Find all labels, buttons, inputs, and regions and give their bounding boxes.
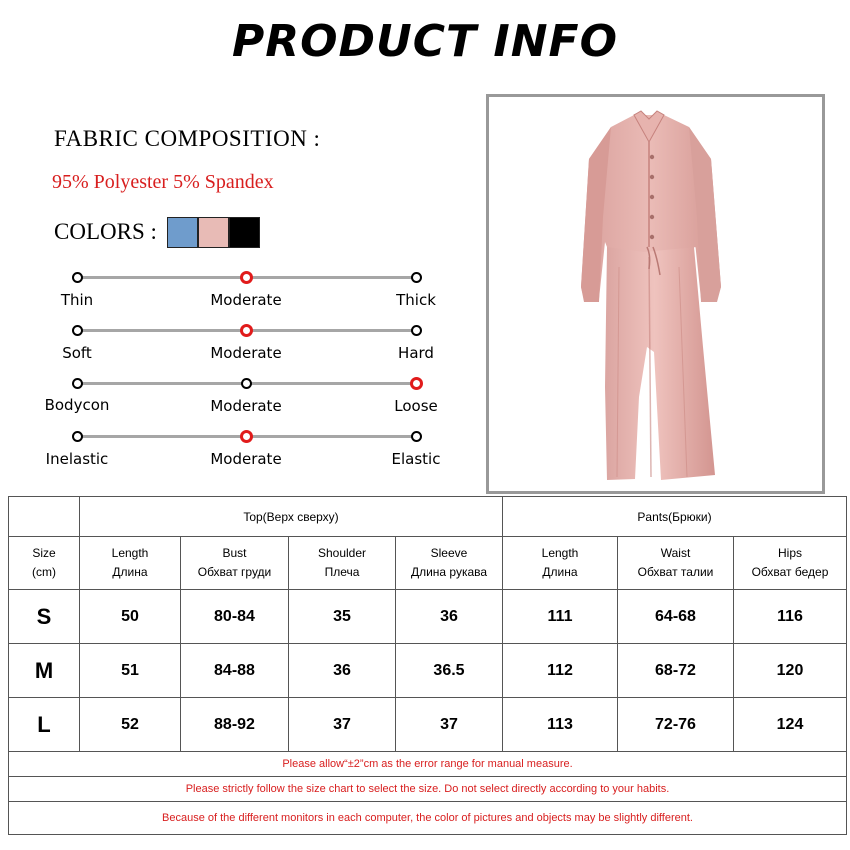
thickness-scale	[0, 276, 480, 326]
colors-label: COLORS :	[54, 219, 157, 244]
table-cell: 50	[80, 590, 181, 644]
measurement-error-note: Please allow“±2”cm as the error range for manual measure.	[9, 752, 847, 777]
scale-label-right: Loose	[394, 397, 438, 415]
table-cell: 51	[80, 644, 181, 698]
column-header-waist: Waist Обхват талии	[618, 537, 734, 590]
table-column-header-row	[9, 537, 847, 590]
scale-dot-right	[411, 325, 422, 336]
table-cell: 37	[289, 698, 396, 752]
scale-dot-middle	[240, 271, 253, 284]
size-cell: M	[9, 644, 80, 698]
color-swatch-blue[interactable]	[167, 217, 198, 248]
size-chart-note: Please strictly follow the size chart to select the size. Do not select directly according to your habits.	[9, 777, 847, 802]
table-cell: 113	[503, 698, 618, 752]
scale-label-middle: Moderate	[210, 450, 282, 468]
scale-label-right: Elastic	[391, 450, 441, 468]
scale-label-middle: Moderate	[210, 397, 282, 415]
fit-scale	[0, 382, 480, 432]
scale-label-right: Hard	[398, 344, 434, 362]
column-header-shoulder: Shoulder Плеча	[289, 537, 396, 590]
scale-dot-right	[410, 377, 423, 390]
table-group-header-row	[9, 497, 847, 537]
product-photo	[486, 94, 825, 494]
scale-dot-left	[72, 325, 83, 336]
note-row	[9, 777, 847, 802]
scale-dot-middle	[240, 430, 253, 443]
table-cell: 116	[734, 590, 847, 644]
column-header-hips: Hips Обхват бедер	[734, 537, 847, 590]
color-swatch-pink[interactable]	[198, 217, 229, 248]
table-cell: 120	[734, 644, 847, 698]
table-cell: 36	[289, 644, 396, 698]
fabric-composition-value: 95% Polyester 5% Spandex	[52, 171, 274, 193]
table-cell: 35	[289, 590, 396, 644]
pants-group-header: Pants(Брюки)	[503, 497, 847, 537]
size-column-header: Size (cm)	[9, 537, 80, 590]
table-cell: 112	[503, 644, 618, 698]
pajama-set-illustration	[489, 97, 822, 491]
table-cell: 80-84	[181, 590, 289, 644]
scale-label-left: Thin	[60, 291, 94, 309]
size-cell: S	[9, 590, 80, 644]
table-cell: 52	[80, 698, 181, 752]
fabric-composition-label: FABRIC COMPOSITION :	[54, 126, 321, 151]
note-row	[9, 752, 847, 777]
table-row	[9, 644, 847, 698]
softness-scale	[0, 329, 480, 379]
table-row	[9, 698, 847, 752]
size-cell: L	[9, 698, 80, 752]
column-header-bust: Bust Обхват груди	[181, 537, 289, 590]
color-swatches	[167, 217, 260, 248]
column-header-pants-length: Length Длина	[503, 537, 618, 590]
scale-dot-middle	[240, 324, 253, 337]
note-row	[9, 802, 847, 835]
table-cell: 88-92	[181, 698, 289, 752]
table-cell: 72-76	[618, 698, 734, 752]
table-cell: 84-88	[181, 644, 289, 698]
scale-label-left: Bodycon	[44, 396, 110, 414]
table-cell: 124	[734, 698, 847, 752]
table-cell: 111	[503, 590, 618, 644]
table-cell: 36.5	[396, 644, 503, 698]
elasticity-scale	[0, 435, 480, 485]
scale-label-middle: Moderate	[210, 291, 282, 309]
top-group-header: Top(Верх сверху)	[80, 497, 503, 537]
column-header-top-length: Length Длина	[80, 537, 181, 590]
scale-dot-left	[72, 378, 83, 389]
scale-label-left: Soft	[62, 344, 92, 362]
table-cell: 37	[396, 698, 503, 752]
scale-dot-left	[72, 272, 83, 283]
size-chart-table	[8, 496, 847, 835]
scale-label-middle: Moderate	[210, 344, 282, 362]
scale-dot-left	[72, 431, 83, 442]
scale-label-left: Inelastic	[45, 450, 109, 468]
table-cell: 68-72	[618, 644, 734, 698]
scale-dot-right	[411, 272, 422, 283]
column-header-sleeve: Sleeve Длина рукава	[396, 537, 503, 590]
table-row	[9, 590, 847, 644]
color-swatch-black[interactable]	[229, 217, 260, 248]
table-corner-cell	[9, 497, 80, 537]
scale-dot-middle	[241, 378, 252, 389]
color-difference-note: Because of the different monitors in each computer, the color of pictures and objects may be slightly different.	[9, 802, 847, 835]
page-title: PRODUCT INFO	[231, 16, 619, 67]
scale-label-right: Thick	[396, 291, 436, 309]
table-cell: 36	[396, 590, 503, 644]
scale-dot-right	[411, 431, 422, 442]
table-cell: 64-68	[618, 590, 734, 644]
